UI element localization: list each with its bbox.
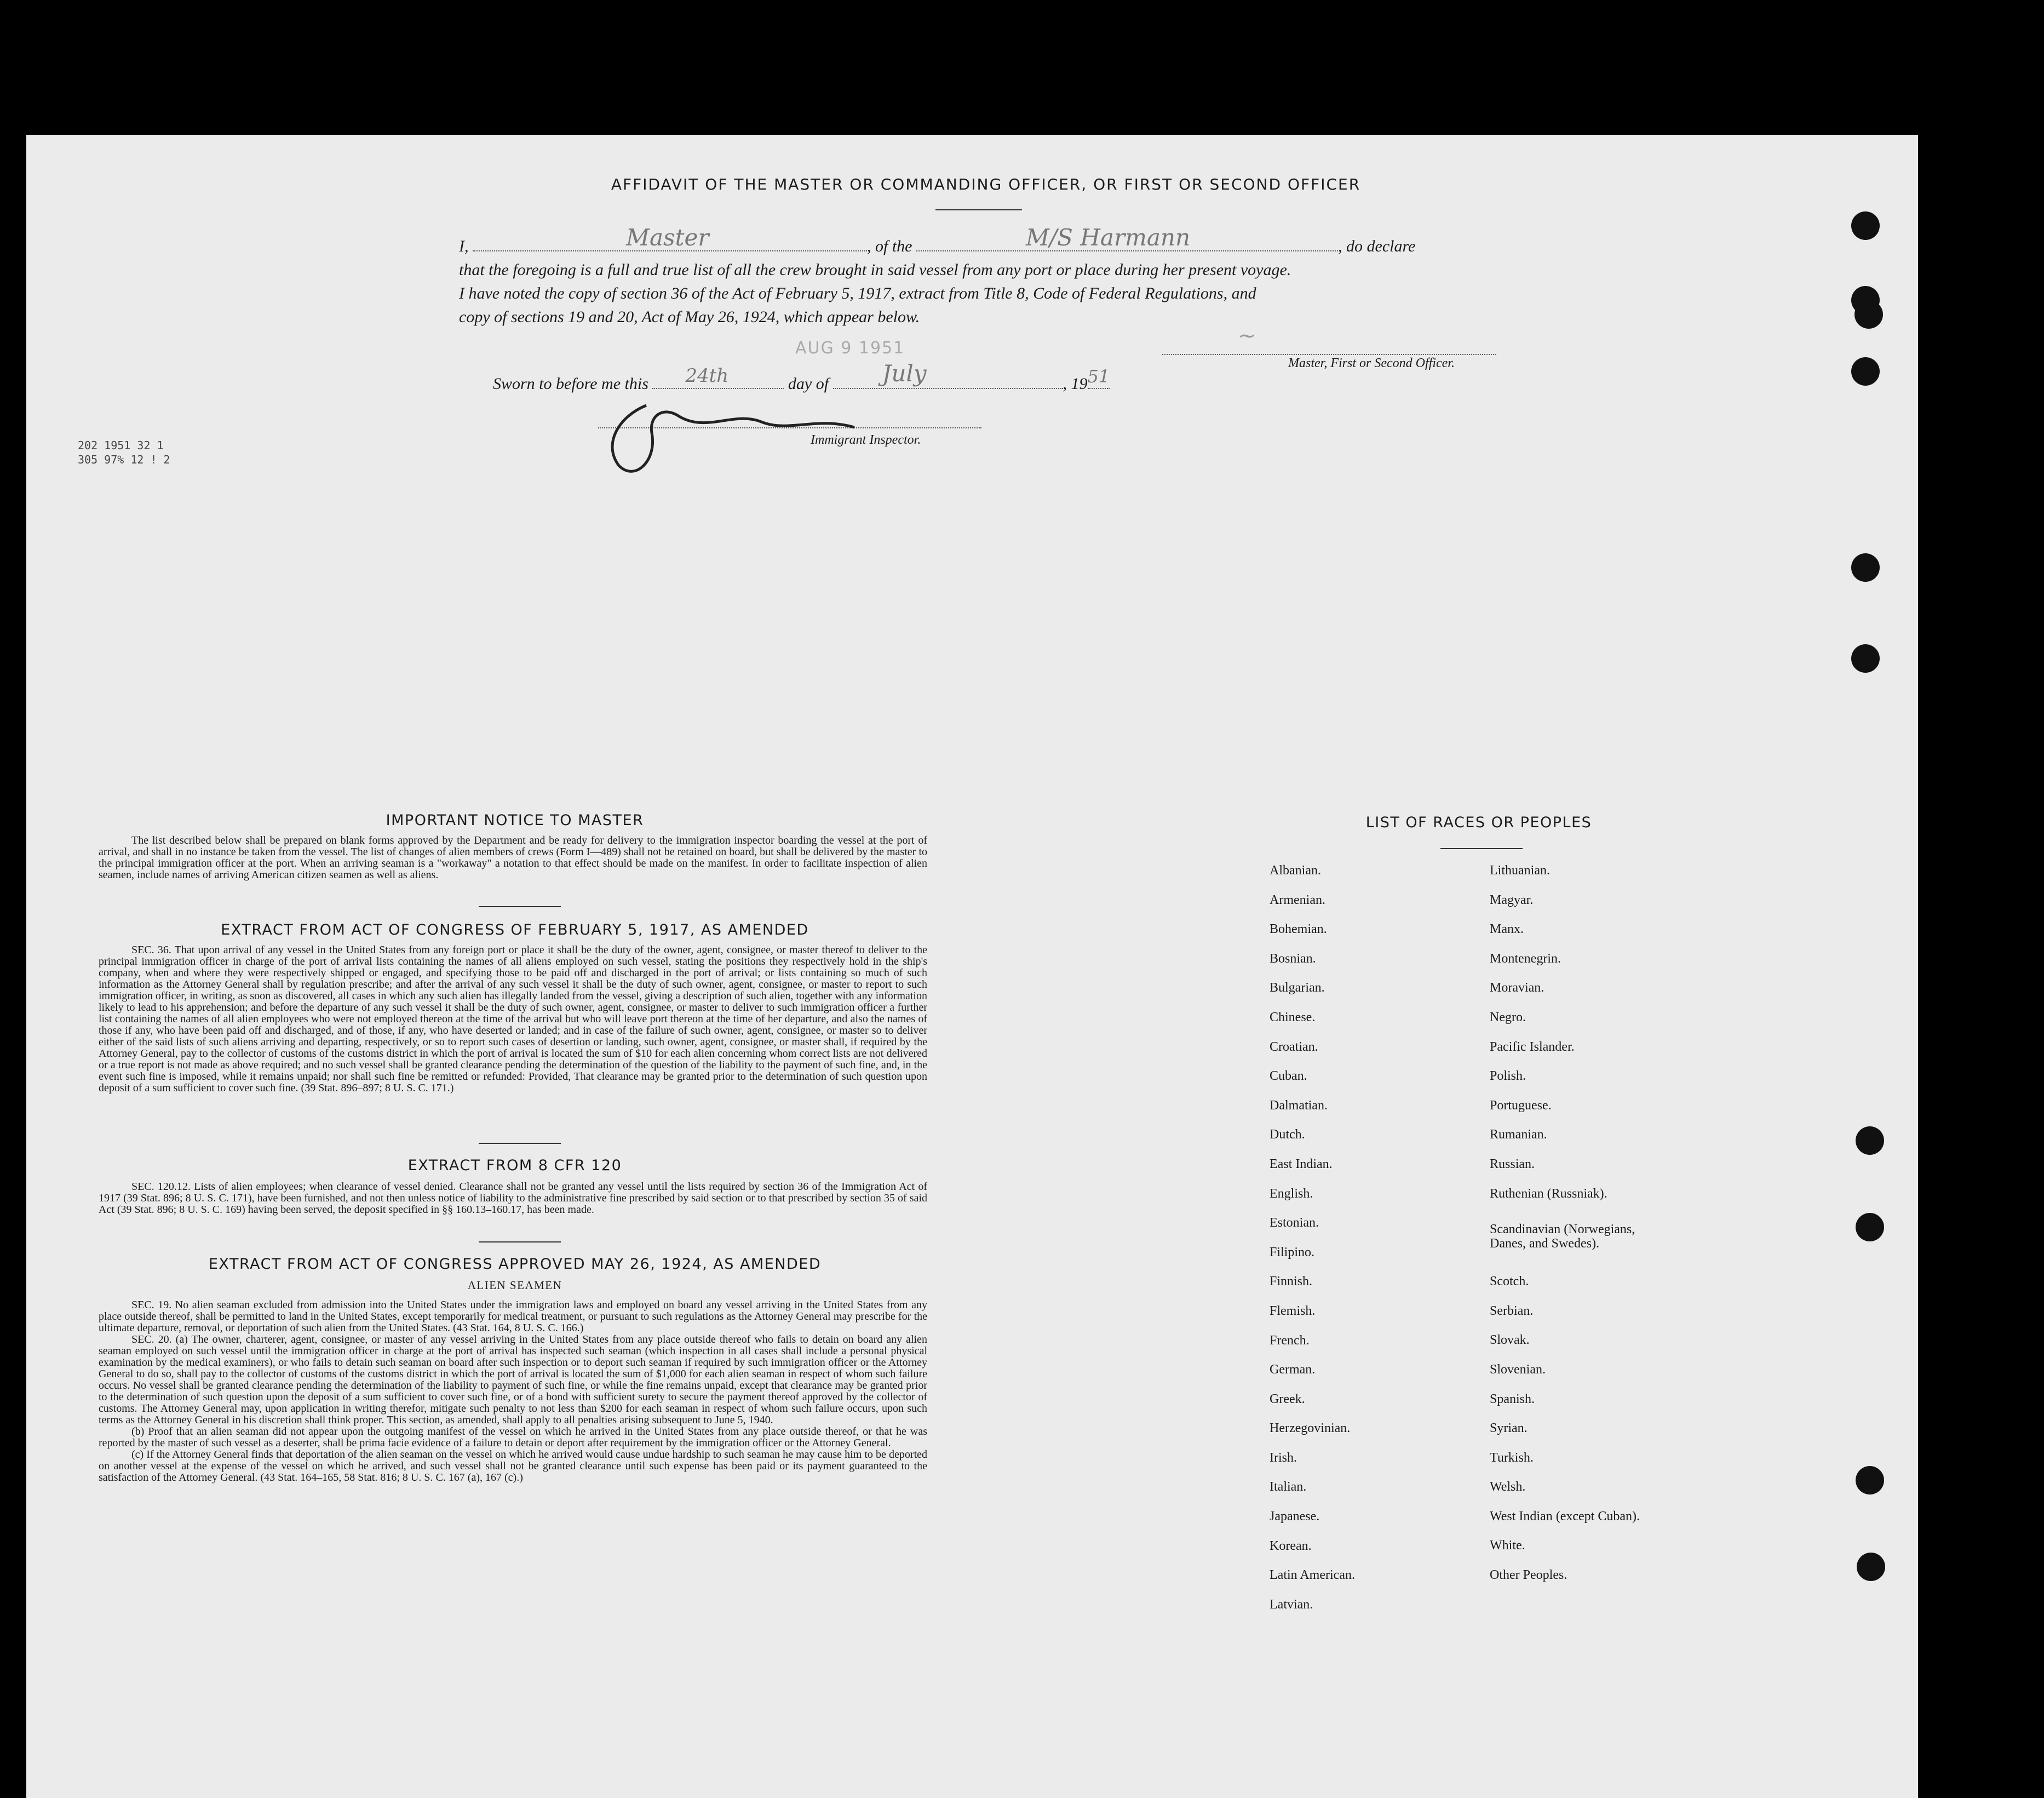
affidavit-line-2: that the foregoing is a full and true list of all the crew brought in said vessel from any port or place during her present voyage. [459, 261, 1291, 279]
notice-rule [479, 906, 561, 907]
rank-field [473, 224, 867, 251]
day-field [652, 365, 784, 389]
race-item: East Indian. [1270, 1156, 1333, 1171]
race-item: Turkish. [1490, 1450, 1534, 1465]
race-item: Filipino. [1270, 1245, 1315, 1259]
races-title: LIST OF RACES OR PEOPLES [1365, 814, 1592, 831]
binder-hole [1851, 553, 1880, 582]
race-item: Welsh. [1490, 1480, 1526, 1494]
binder-hole [1857, 1553, 1885, 1581]
binder-hole [1851, 644, 1880, 673]
race-item: German. [1270, 1362, 1316, 1377]
master-caption: Master, First or Second Officer. [1288, 356, 1455, 370]
handwritten-day: 24th [685, 365, 729, 387]
affidavit-body [459, 224, 1513, 329]
race-item: Estonian. [1270, 1216, 1319, 1230]
marginal-marks: 202 1951 32 1 305 97% 12 ! 2 [78, 439, 170, 466]
race-item: Other Peoples. [1490, 1568, 1568, 1583]
affidavit-line-3: I have noted the copy of section 36 of the Act of February 5, 1917, extract from Title 8, Code of Federal Regulations, and [459, 284, 1256, 302]
master-signature: ~ [1238, 323, 1256, 348]
binder-hole [1856, 1126, 1884, 1155]
race-item: French. [1270, 1333, 1310, 1348]
races-column-1 [1270, 863, 1355, 1627]
race-item: English. [1270, 1186, 1313, 1201]
extract-1924-subtitle: ALIEN SEAMEN [467, 1279, 562, 1292]
race-item: Italian. [1270, 1480, 1307, 1494]
race-item: Pacific Islander. [1490, 1039, 1575, 1054]
notice-text: The list described below shall be prepared on blank forms approved by the Department and be ready for delivery to the immigration inspector boarding the vessel at the port of arrival, and shall in no instance be taken from the vessel. The list of changes of alien members of crews (Form I—489) shall not be retained on board, but shall be delivered by the master to the principal immigration officer at the port. When an arriving seaman is a "workaway" a notation to that effect should be made on the manifest. In order to facilitate inspection of alien seamen, include names of arriving American citizen seamen as well as aliens. [99, 834, 927, 881]
race-item: Spanish. [1490, 1392, 1535, 1406]
race-item: Slovak. [1490, 1333, 1530, 1348]
extract-1924-text: SEC. 19. No alien seaman excluded from admission into the United States under the immigration laws and employed on board any vessel arriving in the United States from any place outside thereof, shall be permitted to land in the United States, except temporarily for medical treatment, or pursuant to such regulations as the Attorney General may prescribe for the ultimate departure, removal, or deportation of such alien from the United States. (43 Stat. 164, 8 U. S. C. 166.) SEC. 20. (a) The owner, charterer, agent, consignee, or master of any vessel arriving in the United States from any place outside thereof who fails to detain on board any alien seaman employed on such vessel until the immigration officer in charge at the port of arrival has inspected such seaman (which inspection in all cases shall include a personal physical examination by the medical examiners), or who fails to detain such seaman on board after such inspection or to deport such seaman if required by such immigration officer or the Attorney General to do so, shall pay to the collector of customs of the customs district in which the port of arrival is located the sum of $1,000 for each alien seaman in respect of whom such failure occurs. No vessel shall be granted clearance pending the determination of the liability to payment of such fine, or while the fine remains unpaid, except that clearance may be granted prior to the determination of such question upon the deposit of a sum sufficient to cover such fine, or of a bond with sufficient surety to secure the payment thereof approved by the collector of customs. The Attorney General may, upon application in writing therefor, mitigate such penalty to not less than $200 for each seaman in respect of whom such failure occurs, upon such terms as the Attorney General in his discretion shall think proper. This section, as amended, shall apply to all penalties arising subsequent to June 5, 1940. (b) Proof that an alien seaman did not appear upon the outgoing manifest of the vessel on which he arrived in the United States from any place outside thereof, or that he was reported by the master of such vessel as a deserter, shall be prima facie evidence of a failure to detain or deport after requirement by the immigration officer or the Attorney General. (c) If the Attorney General finds that deportation of the alien seaman on the vessel on which he arrived would cause undue hardship to such seaman he may cause him to be deported on another vessel at the expense of the vessel on which he arrived, and such vessel shall not be granted clearance until such expense has been paid or its payment guaranteed to the satisfaction of the Attorney General. (43 Stat. 164–165, 58 Stat. 816; 8 U. S. C. 167 (a), 167 (c).) [99, 1299, 927, 1484]
race-item: Polish. [1490, 1069, 1526, 1084]
vessel-field [916, 224, 1338, 251]
race-item: Portuguese. [1490, 1098, 1552, 1113]
race-item: Bulgarian. [1270, 981, 1325, 995]
handwritten-rank: Master [626, 224, 709, 251]
race-item: Moravian. [1490, 981, 1545, 995]
extract-1917-text: SEC. 36. That upon arrival of any vessel in the United States from any foreign port or place it shall be the duty of the owner, agent, consignee, or master thereof to deliver to the principal immigration officer in charge of the port of arrival lists containing the names of all aliens employed on such vessel, stating the positions they respectively hold in the ship's company, when and where they were respectively shipped or engaged, and specifying those to be paid off and discharged in the port of arrival; or lists containing so much of such information as the Attorney General shall by regulation prescribe; and after the arrival of any such vessel it shall be the duty of such owner, agent, consignee, or master to report to such immigration officer, in writing, as soon as discovered, all cases in which any such alien has illegally landed from the vessel, giving a description of such alien, together with any information likely to lead to his apprehension; and before the departure of any such vessel it shall be the duty of such owner, agent, consignee, or master to deliver to such immigration officer a further list containing the names of all alien employees who were not employed thereon at the time of the arrival but who will leave port thereon at the time of her departure, and also the names of those if any, who have been paid off and discharged, and of those, if any, who have deserted or landed; and in case of the failure of such owner, agent, consignee, or master so to deliver either of the said lists of such aliens arriving and departing, respectively, or so to report such cases of desertion or landing, such owner, agent, consignee, or master shall, if required by the Attorney General, pay to the collector of customs of the customs district in which the port of arrival is located the sum of $10 for each alien concerning whom correct lists are not delivered or a true report is not made as above required; and no such vessel shall be granted clearance pending the determination of the question of the liability to the payment of such fine, and, in the event such fine is imposed, while it remains unpaid; nor shall such fine be remitted or refunded: Provided, That clearance may be granted prior to the determination of such question upon deposit of a sum sufficient to cover such fine. (39 Stat. 896–897; 8 U. S. C. 171.) [99, 944, 927, 1094]
extract-1924-title: EXTRACT FROM ACT OF CONGRESS APPROVED MAY 26, 1924, AS AMENDED [208, 1256, 822, 1273]
race-item: Magyar. [1490, 892, 1534, 907]
binder-hole [1854, 300, 1883, 329]
race-item: Flemish. [1270, 1303, 1316, 1318]
extract-cfr-text: SEC. 120.12. Lists of alien employees; when clearance of vessel denied. Clearance shall not be granted any vessel until the lists required by section 36 of the Immigration Act of 1917 (39 Stat. 896; 8 U. S. C. 171), have been furnished, and not then unless notice of liability to the administrative fine prescribed by said section or to that prescribed by section 35 of said Act (39 Stat. 896; 8 U. S. C. 169) having been served, the deposit specified in §§ 160.13–160.17, has been made. [99, 1181, 927, 1216]
extract-1917-title: EXTRACT FROM ACT OF CONGRESS OF FEBRUARY 5, 1917, AS AMENDED [221, 921, 809, 938]
race-item: Scotch. [1490, 1274, 1529, 1289]
date-stamp: AUG 9 1951 [795, 339, 905, 358]
affidavit-title: AFFIDAVIT OF THE MASTER OR COMMANDING OFFICER, OR FIRST OR SECOND OFFICER [611, 175, 1361, 193]
race-item: Dalmatian. [1270, 1098, 1328, 1113]
race-item: Bohemian. [1270, 922, 1327, 937]
sworn-line: Sworn to before me this 24th day of July , 19 51 [493, 360, 1110, 393]
race-item: Armenian. [1270, 892, 1325, 907]
affidavit-line-4: copy of sections 19 and 20, Act of May 26, 1924, which appear below. [459, 308, 920, 326]
race-item: Latvian. [1270, 1597, 1313, 1612]
notice-title: IMPORTANT NOTICE TO MASTER [386, 812, 644, 829]
races-rule [1440, 848, 1523, 849]
race-item: West Indian (except Cuban). [1490, 1509, 1640, 1524]
races-column-2 [1490, 863, 1670, 1597]
extract-1917-rule [479, 1143, 561, 1144]
race-item: Syrian. [1490, 1421, 1528, 1436]
race-item: Irish. [1270, 1450, 1297, 1465]
race-item: Ruthenian (Russniak). [1490, 1186, 1607, 1201]
race-item: Serbian. [1490, 1303, 1534, 1318]
race-item: Japanese. [1270, 1509, 1320, 1524]
race-item: Albanian. [1270, 863, 1321, 878]
title-rule [935, 209, 1022, 210]
handwritten-year: 51 [1087, 366, 1110, 387]
race-item: White. [1490, 1538, 1525, 1553]
handwritten-vessel: M/S Harmann [1026, 224, 1190, 251]
race-item: Rumanian. [1490, 1127, 1547, 1142]
master-signature-line [1162, 354, 1496, 355]
affidavit-line-1: I, Master , of the M/S Harmann , do declare [459, 224, 1416, 255]
handwritten-month: July [882, 360, 927, 387]
race-item: Russian. [1490, 1156, 1535, 1171]
race-item: Scandinavian (Norwegians, Danes, and Swedes). [1490, 1222, 1635, 1251]
race-item: Slovenian. [1490, 1362, 1546, 1377]
binder-hole [1851, 211, 1880, 240]
race-item: Korean. [1270, 1538, 1312, 1553]
race-item: Finnish. [1270, 1274, 1313, 1289]
race-item: Cuban. [1270, 1069, 1307, 1084]
race-item: Bosnian. [1270, 951, 1316, 966]
race-item: Latin American. [1270, 1568, 1355, 1583]
month-field [833, 360, 1063, 389]
race-item: Montenegrin. [1490, 951, 1561, 966]
extract-cfr-rule [479, 1241, 561, 1242]
race-item: Herzegovinian. [1270, 1421, 1351, 1436]
race-item: Chinese. [1270, 1010, 1316, 1024]
year-field [1087, 366, 1110, 389]
extract-cfr-title: EXTRACT FROM 8 CFR 120 [407, 1157, 622, 1174]
race-item: Negro. [1490, 1010, 1526, 1024]
race-item: Greek. [1270, 1392, 1305, 1406]
race-item: Croatian. [1270, 1039, 1318, 1054]
binder-hole [1856, 1213, 1884, 1241]
race-item: Lithuanian. [1490, 863, 1550, 878]
inspector-caption: Immigrant Inspector. [811, 433, 921, 447]
race-item: Dutch. [1270, 1127, 1305, 1142]
race-item: Manx. [1490, 922, 1524, 937]
binder-hole [1856, 1466, 1884, 1494]
binder-hole [1851, 357, 1880, 386]
